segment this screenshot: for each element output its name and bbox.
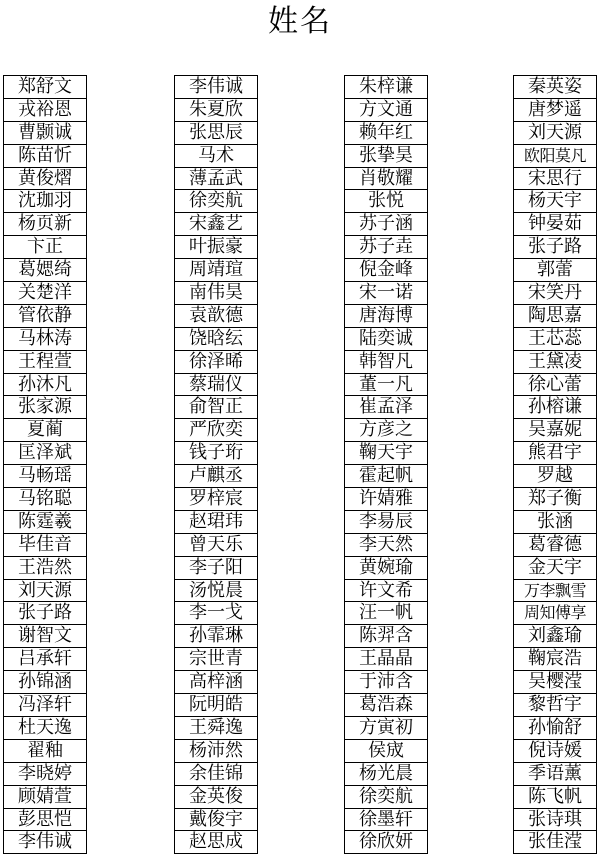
name-cell: 余佳锦 [175,763,257,786]
name-cell: 南伟昊 [175,282,257,305]
name-cell: 吕承轩 [4,648,86,671]
name-cell: 周靖瑄 [175,259,257,282]
name-cell: 曾天乐 [175,534,257,557]
name-cell: 张子路 [4,602,86,625]
name-cell: 郑舒文 [4,76,86,99]
name-cell: 李昜辰 [345,511,427,534]
name-cell: 马铭聪 [4,488,86,511]
name-column-4 [513,75,597,854]
name-cell: 苏子涵 [345,213,427,236]
name-cell: 朱梓谦 [345,76,427,99]
page-title: 姓名 [268,4,332,39]
name-cell: 徐墨轩 [345,809,427,832]
name-cell: 金天宇 [514,557,596,580]
name-cell: 赖年红 [345,122,427,145]
name-cell: 匡泽斌 [4,442,86,465]
name-cell: 葛睿德 [514,534,596,557]
name-cell: 黎哲宇 [514,694,596,717]
name-cell: 黄俊熠 [4,168,86,191]
name-cell: 王浩然 [4,557,86,580]
name-cell: 王晶晶 [345,648,427,671]
name-cell: 唐海博 [345,305,427,328]
name-cell: 倪诗媛 [514,740,596,763]
name-cell: 马畅瑶 [4,465,86,488]
name-cell: 张悦 [345,190,427,213]
name-cell: 刘天源 [514,122,596,145]
name-cell: 鞠天宇 [345,442,427,465]
name-cell: 张子路 [514,236,596,259]
name-cell: 金英俊 [175,786,257,809]
name-cell: 蔡瑞仪 [175,374,257,397]
name-cell: 李伟诚 [4,831,86,854]
name-cell: 沈珈羽 [4,190,86,213]
name-cell: 鞠宸浩 [514,648,596,671]
name-cell: 钟晏茹 [514,213,596,236]
name-cell: 宋一诺 [345,282,427,305]
name-cell: 刘天源 [4,580,86,603]
name-cell: 于沛含 [345,671,427,694]
name-cell: 吴嘉妮 [514,419,596,442]
name-cell: 李子阳 [175,557,257,580]
name-cell: 张涵 [514,511,596,534]
name-cell: 熊君宇 [514,442,596,465]
name-cell: 罗越 [514,465,596,488]
name-cell: 袁歆德 [175,305,257,328]
name-cell: 杨天宇 [514,190,596,213]
name-cell: 郭蕾 [514,259,596,282]
name-column-1 [3,75,87,854]
name-cell: 卢麒丞 [175,465,257,488]
name-cell: 夏蔺 [4,419,86,442]
name-cell: 霍起帆 [345,465,427,488]
name-cell: 汤悦晨 [175,580,257,603]
name-cell: 高梓涵 [175,671,257,694]
name-cell: 薄孟武 [175,168,257,191]
name-cell: 徐泽晞 [175,351,257,374]
name-cell: 赵思成 [175,831,257,854]
name-cell: 倪金峰 [345,259,427,282]
name-cell: 陈霆羲 [4,511,86,534]
name-cell: 马林涛 [4,328,86,351]
name-cell: 李天然 [345,534,427,557]
name-cell: 翟釉 [4,740,86,763]
name-cell: 黄婉瑜 [345,557,427,580]
name-cell: 宗世青 [175,648,257,671]
name-cell: 钱子珩 [175,442,257,465]
name-column-2 [174,75,258,854]
name-cell: 崔孟泽 [345,396,427,419]
name-cell: 杨沛然 [175,740,257,763]
name-cell: 许文希 [345,580,427,603]
name-cell: 朱夏欣 [175,99,257,122]
name-cell: 叶振豪 [175,236,257,259]
name-cell: 管依静 [4,305,86,328]
name-cell: 王舜逸 [175,717,257,740]
name-cell: 李一戈 [175,602,257,625]
name-cell: 卞正 [4,236,86,259]
name-cell: 饶晗纭 [175,328,257,351]
name-cell: 肖敬耀 [345,168,427,191]
name-cell: 孙榕谦 [514,396,596,419]
name-cell: 季语薰 [514,763,596,786]
name-cell: 陈飞帆 [514,786,596,809]
name-cell: 周知傅享 [514,602,596,625]
name-cell: 吴樱滢 [514,671,596,694]
name-cell: 韩智凡 [345,351,427,374]
name-cell: 张家源 [4,396,86,419]
name-cell: 彭思恺 [4,809,86,832]
name-cell: 宋思行 [514,168,596,191]
name-cell: 张思辰 [175,122,257,145]
name-cell: 唐梦遥 [514,99,596,122]
name-cell: 赵珺玮 [175,511,257,534]
name-cell: 陶思嘉 [514,305,596,328]
name-cell: 曹颢诚 [4,122,86,145]
name-cell: 陈苗忻 [4,145,86,168]
name-cell: 杨页新 [4,213,86,236]
name-cell: 郑子衡 [514,488,596,511]
name-cell: 董一凡 [345,374,427,397]
name-cell: 欧阳莫凡 [514,145,596,168]
name-cell: 刘鑫瑜 [514,625,596,648]
name-column-3 [344,75,428,854]
name-cell: 苏子垚 [345,236,427,259]
name-cell: 孙愉舒 [514,717,596,740]
name-cell: 孙沐凡 [4,374,86,397]
name-cell: 马术 [175,145,257,168]
name-cell: 李伟诚 [175,76,257,99]
name-cell: 戎裕恩 [4,99,86,122]
name-cell: 谢智文 [4,625,86,648]
name-cell: 陆奕诚 [345,328,427,351]
name-cell: 孙锦涵 [4,671,86,694]
name-cell: 万李飘雪 [514,580,596,603]
name-cell: 王程萱 [4,351,86,374]
name-cell: 李晓婷 [4,763,86,786]
name-cell: 汪一帆 [345,602,427,625]
name-cell: 顾婧萱 [4,786,86,809]
name-cell: 方文通 [345,99,427,122]
name-cell: 王黛凌 [514,351,596,374]
name-cell: 俞智正 [175,396,257,419]
name-cell: 张佳滢 [514,831,596,854]
name-cell: 王芯蕊 [514,328,596,351]
name-cell: 葛媤绮 [4,259,86,282]
name-cell: 方寅初 [345,717,427,740]
name-cell: 方彦之 [345,419,427,442]
name-cell: 杨光晨 [345,763,427,786]
name-cell: 张挚昊 [345,145,427,168]
name-cell: 关楚洋 [4,282,86,305]
name-cell: 秦英姿 [514,76,596,99]
name-cell: 宋鑫艺 [175,213,257,236]
name-cell: 张诗琪 [514,809,596,832]
name-cell: 宋笑丹 [514,282,596,305]
name-cell: 严欣奕 [175,419,257,442]
name-cell: 侯宬 [345,740,427,763]
name-cell: 徐心蕾 [514,374,596,397]
name-cell: 杜天逸 [4,717,86,740]
name-cell: 徐欣妍 [345,831,427,854]
name-cell: 孙霏琳 [175,625,257,648]
name-cell: 葛浩森 [345,694,427,717]
name-cell: 冯泽轩 [4,694,86,717]
name-cell: 阮明皓 [175,694,257,717]
name-cell: 陈羿含 [345,625,427,648]
name-cell: 徐奕航 [175,190,257,213]
name-cell: 毕佳音 [4,534,86,557]
name-cell: 戴俊宇 [175,809,257,832]
name-cell: 罗梓宸 [175,488,257,511]
name-cell: 许婧雅 [345,488,427,511]
name-cell: 徐奕航 [345,786,427,809]
